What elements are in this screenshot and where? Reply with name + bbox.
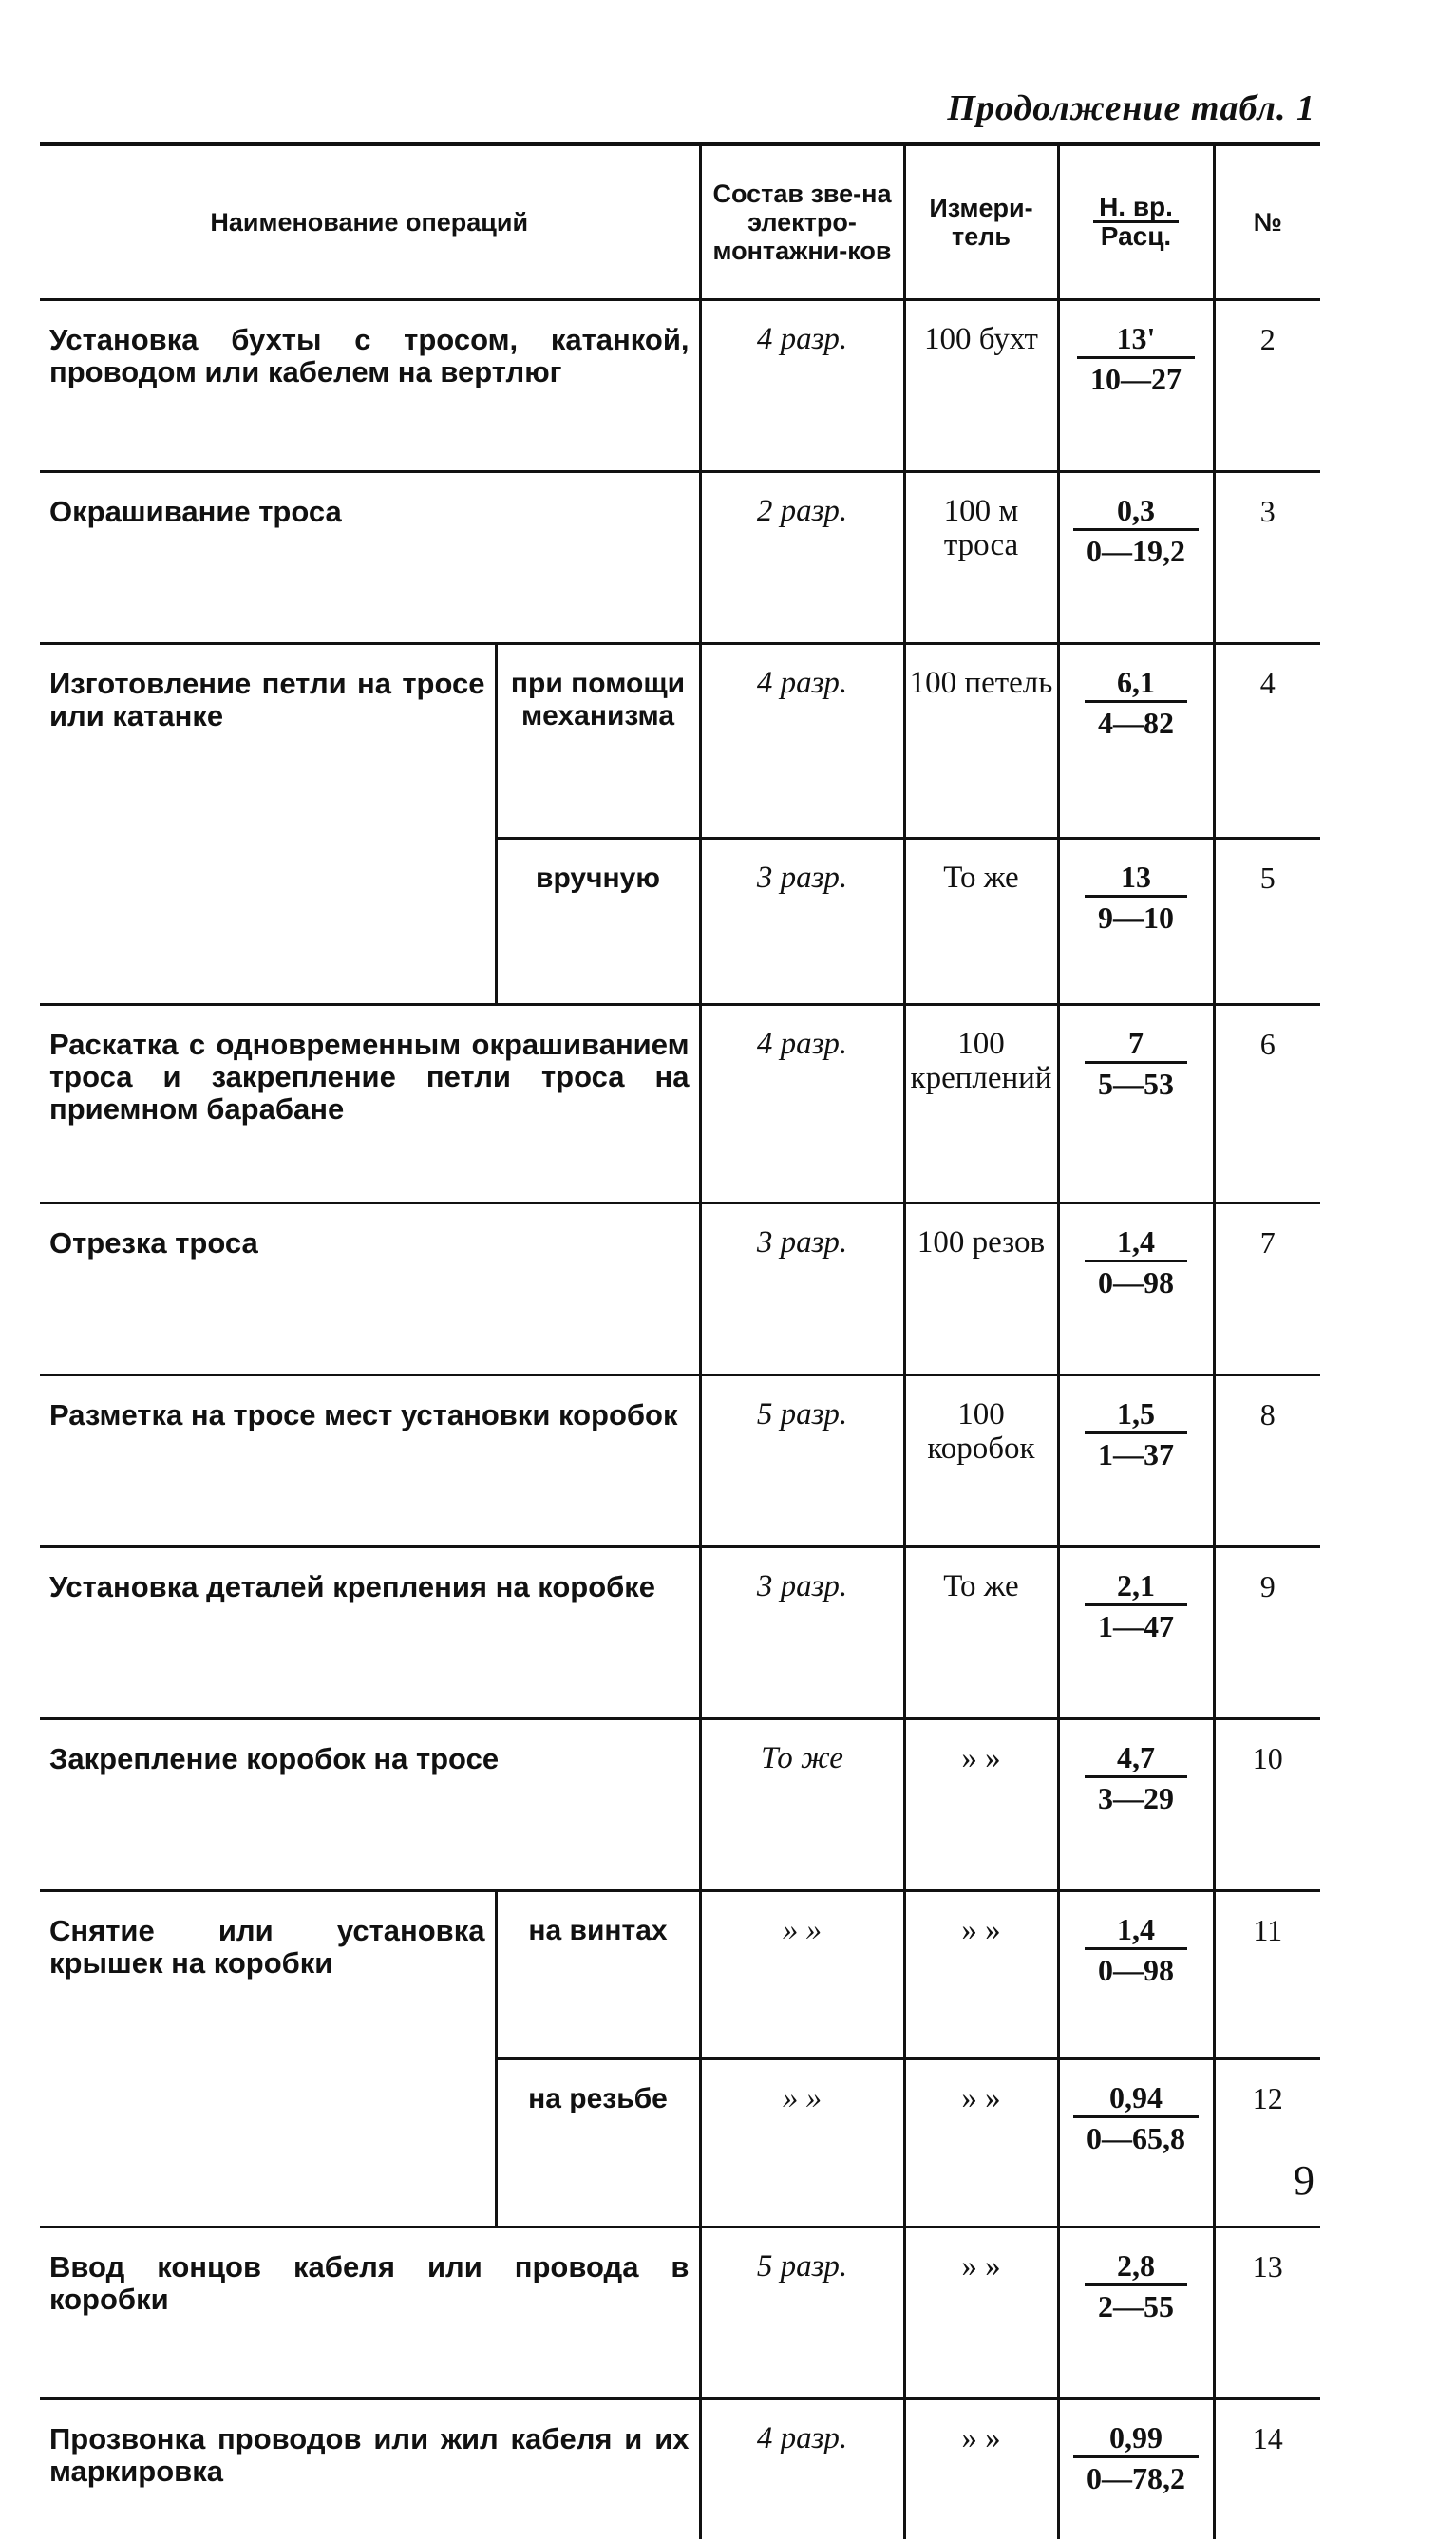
row-number: 3	[1214, 472, 1320, 644]
norm-rate: 0—65,8	[1073, 2118, 1199, 2156]
norm-rate: 4—82	[1085, 703, 1187, 741]
operation-cell: Изготовление петли на тросе или катанке	[40, 644, 496, 1005]
operation-cell: Установка деталей крепления на коробке	[40, 1547, 700, 1719]
unit-cell: » »	[904, 1891, 1058, 2059]
norm-time: 1,4	[1085, 1911, 1187, 1950]
method-cell: на резьбе	[496, 2059, 700, 2227]
norm-time: 0,99	[1073, 2419, 1199, 2458]
crew-cell: » »	[700, 1891, 904, 2059]
norm-cell	[1058, 1891, 1214, 2059]
crew-cell: 3 разр.	[700, 1203, 904, 1375]
crew-cell: То же	[700, 1719, 904, 1891]
crew-cell: 5 разр.	[700, 2227, 904, 2399]
norm-cell	[1058, 1547, 1214, 1719]
table-row	[40, 1375, 1320, 1547]
table-row	[40, 644, 1320, 839]
unit-cell: » »	[904, 1719, 1058, 1891]
operation-cell: Раскатка с одновременным окрашиванием троса и закрепление петли троса на приемном барабане	[40, 1005, 700, 1203]
table-row	[40, 2399, 1320, 2539]
header-norm	[1058, 144, 1214, 300]
header-operation: Наименование операций	[40, 144, 700, 300]
norm-rate: 2—55	[1085, 2286, 1187, 2324]
norm-time: 0,3	[1073, 492, 1199, 531]
header-crew: Состав зве-на электро-монтажни-ков	[700, 144, 904, 300]
norms-table	[40, 142, 1320, 2539]
operation-cell: Отрезка троса	[40, 1203, 700, 1375]
operation-cell: Разметка на тросе мест установки коробок	[40, 1375, 700, 1547]
header-unit: Измери-тель	[904, 144, 1058, 300]
row-number: 2	[1214, 300, 1320, 472]
unit-cell: 100 резов	[904, 1203, 1058, 1375]
norm-time: 1,4	[1085, 1223, 1187, 1262]
norm-rate: 1—37	[1085, 1434, 1187, 1472]
norm-rate: 5—53	[1085, 1064, 1187, 1102]
operation-cell: Ввод концов кабеля или провода в коробки	[40, 2227, 700, 2399]
unit-cell: 100 м троса	[904, 472, 1058, 644]
operation-cell: Установка бухты с тросом, катанкой, проводом или кабелем на вертлюг	[40, 300, 700, 472]
header-norm-rate: Расц.	[1093, 223, 1179, 250]
norm-time: 2,8	[1085, 2247, 1187, 2286]
unit-cell: » »	[904, 2399, 1058, 2539]
table-row	[40, 472, 1320, 644]
norm-cell	[1058, 644, 1214, 839]
operation-cell: Закрепление коробок на тросе	[40, 1719, 700, 1891]
operation-cell: Прозвонка проводов или жил кабеля и их маркировка	[40, 2399, 700, 2539]
norm-time: 2,1	[1085, 1567, 1187, 1606]
table-row	[40, 1005, 1320, 1203]
row-number: 8	[1214, 1375, 1320, 1547]
norm-time: 7	[1085, 1025, 1187, 1064]
row-number: 6	[1214, 1005, 1320, 1203]
crew-cell: 5 разр.	[700, 1375, 904, 1547]
row-number: 4	[1214, 644, 1320, 839]
operation-cell: Окрашивание троса	[40, 472, 700, 644]
row-number: 7	[1214, 1203, 1320, 1375]
page-number: 9	[1294, 2156, 1314, 2205]
row-number: 10	[1214, 1719, 1320, 1891]
row-number: 13	[1214, 2227, 1320, 2399]
norm-time: 1,5	[1085, 1395, 1187, 1434]
norm-rate: 3—29	[1085, 1778, 1187, 1816]
norm-rate: 0—98	[1085, 1262, 1187, 1300]
table-row	[40, 1203, 1320, 1375]
crew-cell: 3 разр.	[700, 1547, 904, 1719]
table-caption: Продолжение табл. 1	[947, 87, 1315, 129]
row-number: 14	[1214, 2399, 1320, 2539]
norm-rate: 10—27	[1077, 359, 1195, 397]
norm-cell	[1058, 2059, 1214, 2227]
norm-cell	[1058, 1005, 1214, 1203]
table-row	[40, 300, 1320, 472]
operation-cell: Снятие или установка крышек на коробки	[40, 1891, 496, 2227]
norm-cell	[1058, 839, 1214, 1005]
header-number: №	[1214, 144, 1320, 300]
unit-cell: 100 коробок	[904, 1375, 1058, 1547]
unit-cell: » »	[904, 2227, 1058, 2399]
unit-cell: То же	[904, 1547, 1058, 1719]
norm-cell	[1058, 1719, 1214, 1891]
row-number: 9	[1214, 1547, 1320, 1719]
table-row	[40, 1547, 1320, 1719]
table-row	[40, 1719, 1320, 1891]
table-row	[40, 1891, 1320, 2059]
crew-cell: 4 разр.	[700, 300, 904, 472]
unit-cell: 100 креплений	[904, 1005, 1058, 1203]
norm-time: 6,1	[1085, 664, 1187, 703]
row-number: 5	[1214, 839, 1320, 1005]
unit-cell: 100 бухт	[904, 300, 1058, 472]
crew-cell: 2 разр.	[700, 472, 904, 644]
norm-time: 4,7	[1085, 1739, 1187, 1778]
norm-cell	[1058, 300, 1214, 472]
crew-cell: 4 разр.	[700, 2399, 904, 2539]
norm-cell	[1058, 472, 1214, 644]
unit-cell: То же	[904, 839, 1058, 1005]
row-number: 11	[1214, 1891, 1320, 2059]
norm-rate: 1—47	[1085, 1606, 1187, 1644]
crew-cell: 4 разр.	[700, 644, 904, 839]
crew-cell: » »	[700, 2059, 904, 2227]
norm-time: 13	[1085, 859, 1187, 898]
header-norm-time: Н. вр.	[1093, 194, 1179, 223]
norm-cell	[1058, 1203, 1214, 1375]
norm-time: 0,94	[1073, 2079, 1199, 2118]
crew-cell: 3 разр.	[700, 839, 904, 1005]
row-number: 12	[1214, 2059, 1320, 2227]
table-row	[40, 2227, 1320, 2399]
unit-cell: » »	[904, 2059, 1058, 2227]
norm-rate: 0—19,2	[1073, 531, 1199, 569]
unit-cell: 100 петель	[904, 644, 1058, 839]
norm-rate: 0—98	[1085, 1950, 1187, 1988]
method-cell: при помощи механизма	[496, 644, 700, 839]
norm-cell	[1058, 1375, 1214, 1547]
norm-cell	[1058, 2399, 1214, 2539]
norm-rate: 0—78,2	[1073, 2458, 1199, 2496]
norm-rate: 9—10	[1085, 898, 1187, 936]
method-cell: на винтах	[496, 1891, 700, 2059]
header-row	[40, 144, 1320, 300]
norm-cell	[1058, 2227, 1214, 2399]
norm-time: 13'	[1077, 320, 1195, 359]
crew-cell: 4 разр.	[700, 1005, 904, 1203]
method-cell: вручную	[496, 839, 700, 1005]
